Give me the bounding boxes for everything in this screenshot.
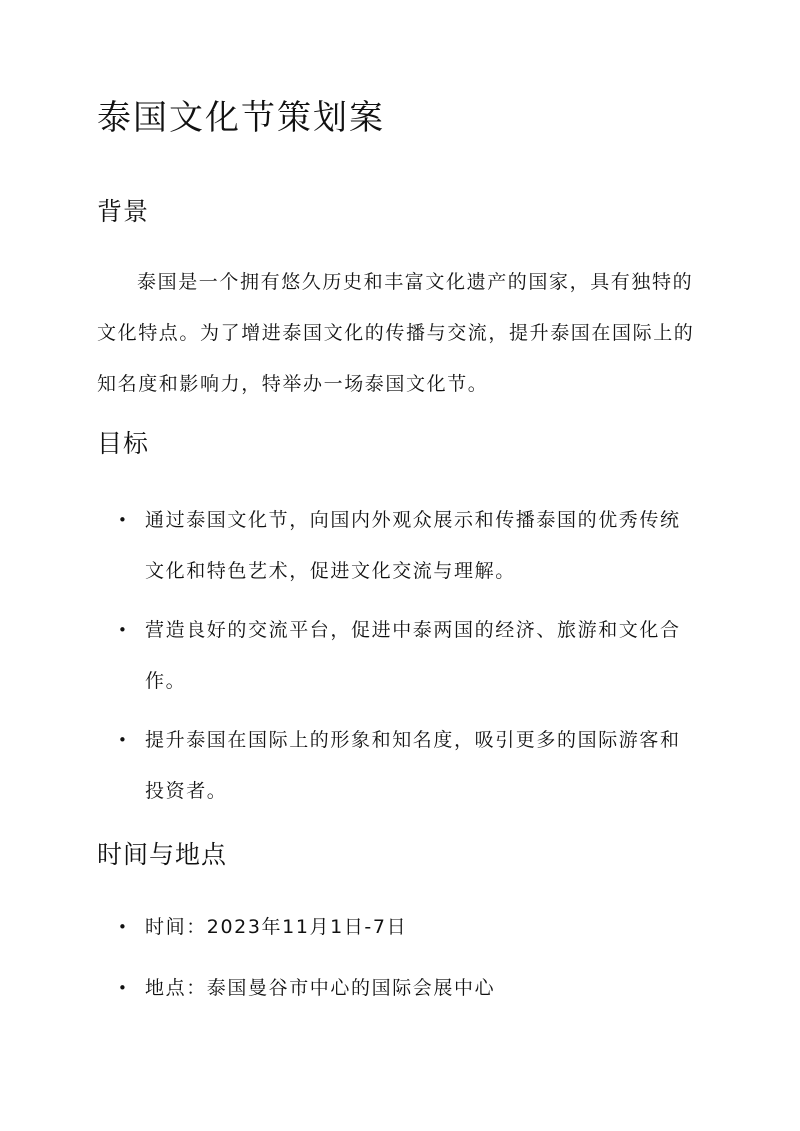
section-heading-time-place: 时间与地点	[97, 840, 228, 869]
list-item-line: 通过泰国文化节，向国内外观众展示和传播泰国的优秀传统	[145, 509, 681, 531]
bullet-icon: •	[118, 918, 129, 936]
paragraph-line: 知名度和影响力，特举办一场泰国文化节。	[97, 373, 489, 395]
list-item	[118, 495, 698, 597]
list-item-line: 文化和特色艺术，促进文化交流与理解。	[145, 560, 516, 582]
list-item-line: 营造良好的交流平台，促进中泰两国的经济、旅游和文化合	[145, 619, 681, 641]
paragraph-line: 泰国是一个拥有悠久历史和丰富文化遗产的国家，具有独特的	[137, 271, 694, 293]
paragraph-line: 文化特点。为了增进泰国文化的传播与交流，提升泰国在国际上的	[97, 322, 695, 344]
bullet-icon: •	[118, 979, 129, 997]
section-heading-goals: 目标	[97, 429, 150, 458]
place-text: 地点：泰国曼谷市中心的国际会展中心	[145, 977, 496, 999]
list-item	[118, 605, 698, 707]
bullet-icon: •	[118, 621, 129, 639]
list-item-line: 提升泰国在国际上的形象和知名度，吸引更多的国际游客和	[145, 729, 681, 751]
list-item	[118, 902, 698, 953]
section-heading-background: 背景	[97, 197, 150, 226]
bullet-icon: •	[118, 731, 129, 749]
list-item-line: 投资者。	[145, 780, 228, 802]
time-text: 时间：2023年11月1日-7日	[145, 916, 408, 938]
list-item	[118, 715, 698, 817]
list-item-line: 作。	[145, 670, 187, 692]
list-item	[118, 963, 698, 1014]
background-paragraph	[97, 257, 707, 410]
bullet-icon: •	[118, 511, 129, 529]
document-title: 泰国文化节策划案	[97, 98, 385, 138]
